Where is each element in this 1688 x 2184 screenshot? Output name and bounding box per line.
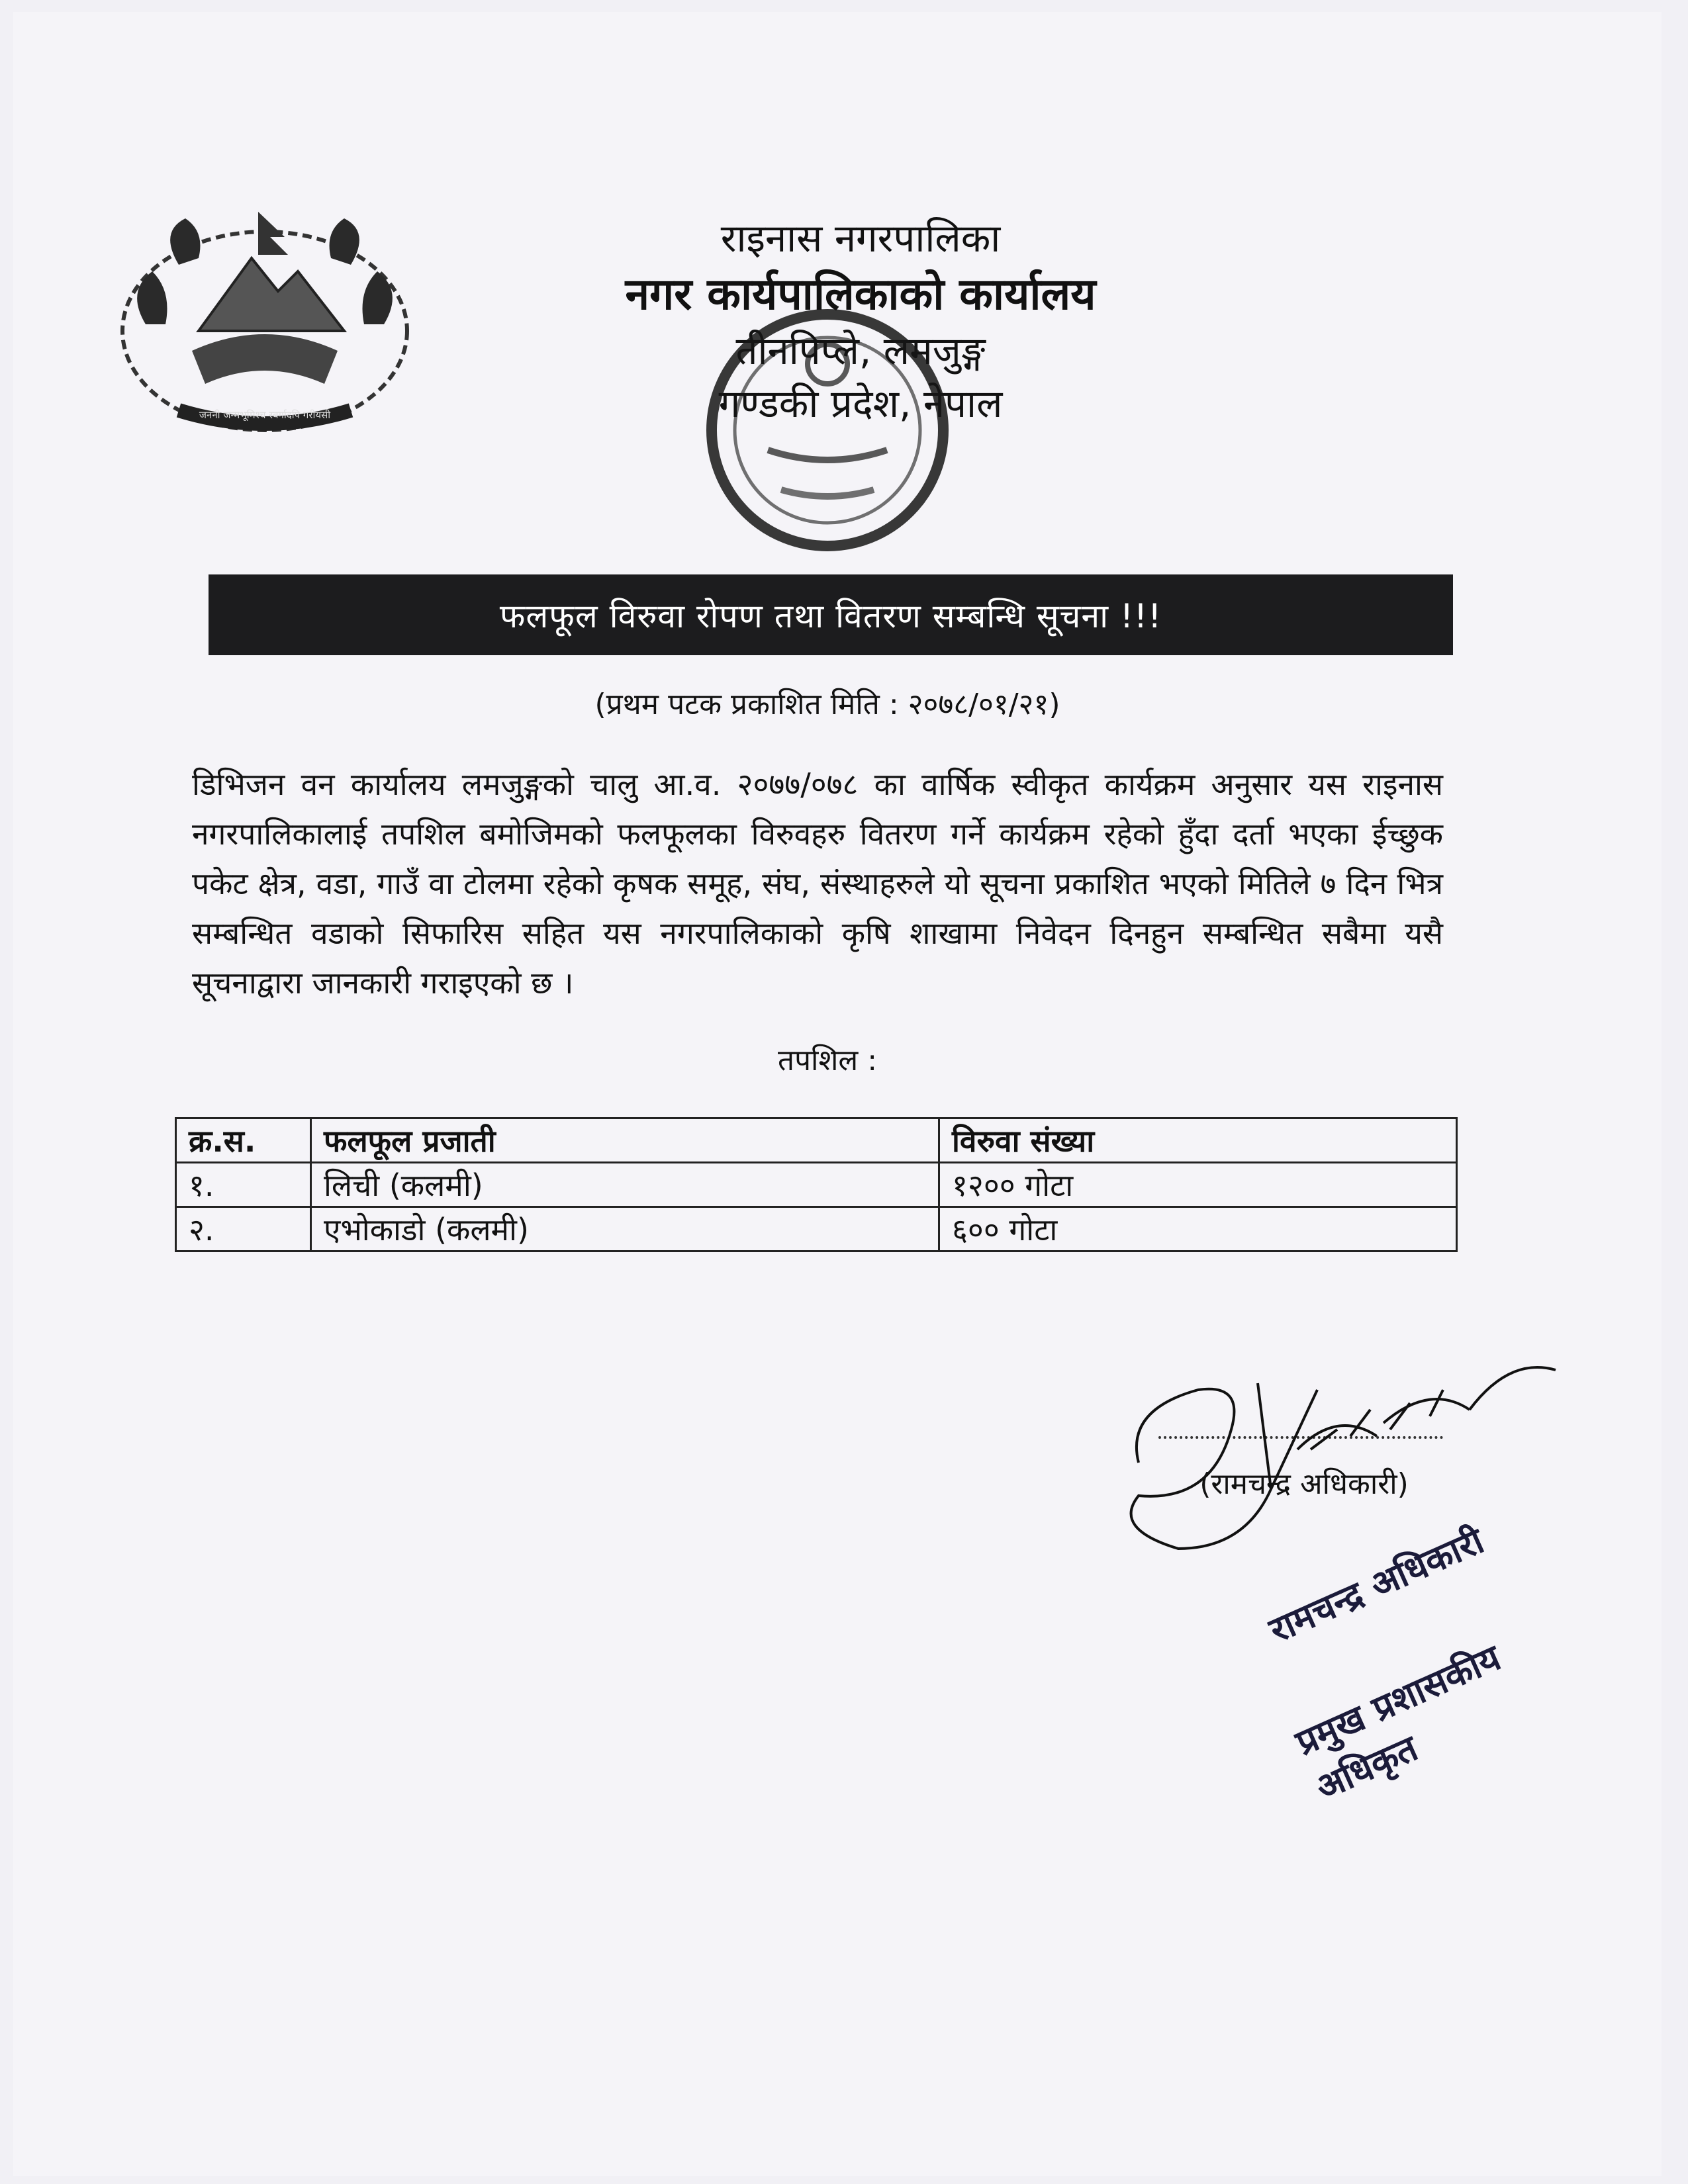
notice-title: फलफूल विरुवा रोपण तथा वितरण सम्बन्धि सूचना !!! [499,597,1162,635]
header-serial: क्र.स. [176,1118,311,1163]
office-address: तीनपिप्ले, लमजुङ्ग [735,328,986,373]
emblem-motto: जननी जन्मभूमिश्च स्वर्गादपि गरीयसी [199,409,331,421]
notice-title-bar [209,574,1453,655]
table-header-row [176,1118,1457,1163]
cell-serial: १. [176,1163,311,1207]
published-date: (प्रथम पटक प्रकाशित मिति : २०७८/०१/२१) [594,688,1060,721]
cell-species: लिची (कलमी) [311,1163,939,1207]
notice-body: डिभिजन वन कार्यालय लमजुङ्गको चालु आ.व. २०७७/०७८ का वार्षिक स्वीकृत कार्यक्रम अनुसार यस राइनास नगरपालिकालाई तपशिल बमोजिमको फलफूलका विरुवहरु वितरण गर्ने कार्यक्रम रहेको हुँदा दर्ता भएका ईच्छुक पकेट क्षेत्र, वडा, गाउँ वा टोलमा रहेको कृषक समूह, संघ, संस्थाहरुले यो सूचना प्रकाशित भएको मितिले ७ दिन भित्र सम्बन्धित वडाको सिफारिस सहित यस नगरपालिकाको कृषि शाखामा निवेदन दिनहुन सम्बन्धित सबैमा यसै सूचनाद्वारा जानकारी गराइएको छ । [192,766,1443,1001]
name-stamp: रामचन्द्र अधिकारी [1263,1520,1490,1651]
header-seedling-count: विरुवा संख्या [939,1118,1457,1163]
nepal-emblem-logo [99,192,430,450]
office-round-stamp [688,291,966,569]
cell-serial: २. [176,1207,311,1251]
designation-stamp: प्रमुख प्रशासकीय अधिकृत [1289,1636,1507,1809]
table-row [176,1163,1457,1207]
signer-name: (रामचन्द्र अधिकारी) [1199,1467,1409,1501]
seedling-distribution-table [175,1117,1458,1252]
cell-count: ६०० गोटा [939,1207,1457,1251]
cell-count: १२०० गोटा [939,1163,1457,1207]
table-row [176,1207,1457,1251]
annex-label: तपशिल : [777,1044,878,1077]
cell-species: एभोकाडो (कलमी) [311,1207,939,1251]
municipality-name: राइनास नगरपालिका [720,216,1001,261]
signature-block [1099,1330,1615,1809]
province-address: गण्डकी प्रदेश, नेपाल [718,381,1003,426]
office-name: नगर कार्यपालिकाको कार्यालय [625,269,1096,320]
header-fruit-species: फलफूल प्रजाती [311,1118,939,1163]
